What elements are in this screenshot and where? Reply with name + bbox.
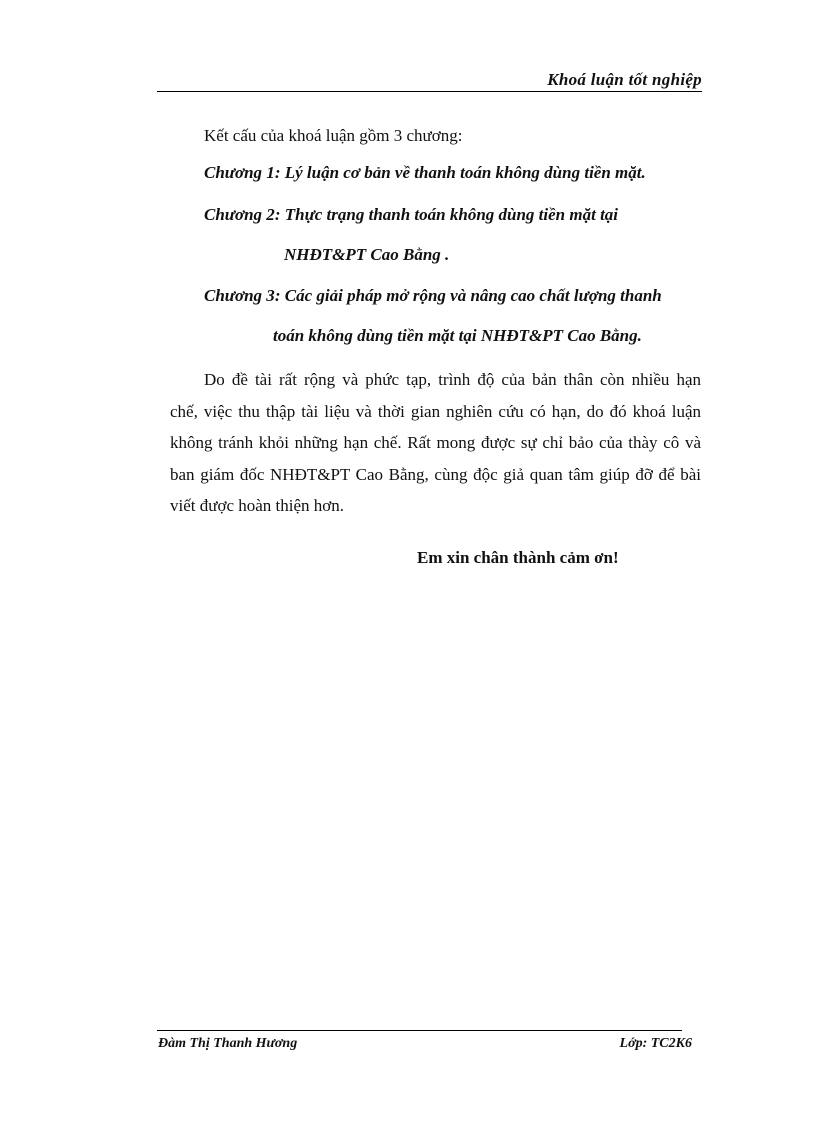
chapter-2 bbox=[204, 204, 618, 226]
intro-line: Kết cấu của khoá luận gồm 3 chương: bbox=[204, 126, 463, 145]
footer-author: Đàm Thị Thanh Hương bbox=[158, 1036, 298, 1051]
closing-thanks: Em xin chân thành cảm ơn! bbox=[417, 548, 619, 567]
chapter-1 bbox=[204, 162, 646, 184]
chapter-2-label: Chương 2 bbox=[204, 205, 275, 224]
chapter-1-sep: : bbox=[274, 163, 285, 182]
chapter-2-continuation: NHĐT&PT Cao Bằng . bbox=[284, 245, 450, 264]
paragraph-line: ban giám đốc NHĐT&PT Cao Bằng, cùng độc giả quan tâm giúp đỡ để bài bbox=[170, 464, 701, 484]
paragraph-line: chế, việc thu thập tài liệu và thời gian nghiên cứu có hạn, do đó khoá luận bbox=[170, 401, 701, 421]
chapter-3-sep: : bbox=[274, 286, 285, 305]
footer-rule bbox=[157, 1030, 682, 1031]
paragraph-line: Do đề tài rất rộng và phức tạp, trình độ của bản thân còn nhiều hạn bbox=[204, 370, 701, 389]
body-paragraph bbox=[170, 364, 701, 522]
paragraph-line: viết được hoàn thiện hơn. bbox=[170, 496, 345, 515]
chapter-3-label: Chương 3 bbox=[204, 286, 275, 305]
header-rule bbox=[157, 91, 702, 92]
chapter-2-title: Thực trạng thanh toán không dùng tiền mặt tại bbox=[284, 205, 619, 224]
chapter-1-title: Lý luận cơ bản về thanh toán không dùng tiền mặt. bbox=[284, 163, 646, 182]
chapter-1-label: Chương 1 bbox=[204, 163, 275, 182]
paragraph-line: không tránh khỏi những hạn chế. Rất mong được sự chỉ bảo của thày cô và bbox=[170, 433, 701, 452]
chapter-3-title: Các giải pháp mở rộng và nâng cao chất lượng thanh bbox=[284, 286, 662, 305]
chapter-3-continuation: toán không dùng tiền mặt tại NHĐT&PT Cao Bằng. bbox=[273, 326, 642, 345]
chapter-2-sep: : bbox=[274, 205, 285, 224]
chapter-3 bbox=[204, 285, 662, 307]
footer-class: Lớp: TC2K6 bbox=[619, 1036, 692, 1051]
header-title: Khoá luận tốt nghiệp bbox=[547, 70, 702, 89]
